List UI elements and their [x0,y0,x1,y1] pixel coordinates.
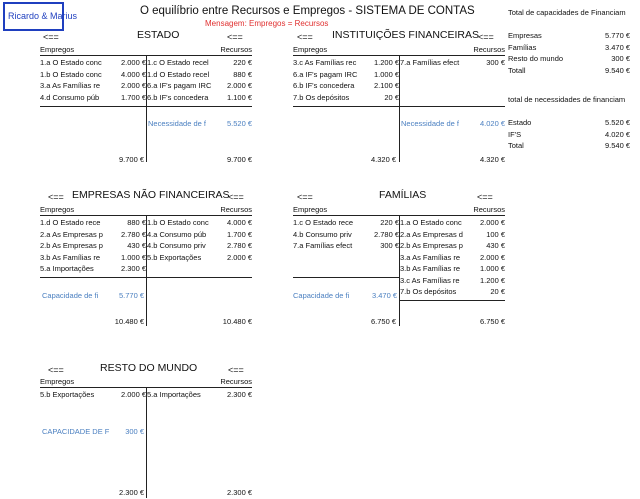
list-item: IF'S 4.020 € [508,129,630,139]
list-item: 6.a IF's pagam IRC 1.000 € [293,69,399,79]
rm-total-right: 2.300 € [226,488,252,497]
list-item: 4.d Consumo púb 1.700 € [40,92,146,102]
rm-saldo-label: CAPACIDADE DE F [42,427,110,436]
enf-recursos-list [147,217,252,263]
list-item: 2.a As Empresas d 100 € [400,229,505,239]
familias-saldo-label: Capacidade de fi [293,291,350,300]
familias-header [293,205,505,216]
list-item: 4.b Consumo priv 2.780 € [293,229,399,239]
familias-title: FAMÍLIAS [379,189,427,201]
recursos-header: Recursos [473,45,505,54]
list-item: Famílias 3.470 € [508,42,630,52]
arrow-left-icon: <== [227,32,243,42]
list-item: 7.b Os depósitos 20 € [400,287,505,296]
list-item: 6.b IF's concedera 2.100 € [293,81,399,90]
list-item: Resto do mundo 300 € [508,54,630,63]
recursos-header: Recursos [220,377,252,386]
list-item: 5.a Importações 2.300 € [147,390,252,399]
arrow-left-icon: <== [297,192,313,202]
familias-total-left: 6.750 € [370,317,396,326]
if-title: INSTITUIÇÕES FINANCEIRAS [332,29,480,41]
if-empregos-list [293,57,399,103]
rm-empregos-list [40,389,146,401]
list-item: 3.c As Famílias re 1.200 € [400,275,505,285]
arrow-left-icon: <== [48,365,64,375]
empregos-header: Empregos [40,377,75,386]
recursos-header: Recursos [220,45,252,54]
list-item: 1.b O Estado conc 4.000 € [147,218,252,227]
if-header [293,45,505,56]
familias-total-right: 6.750 € [479,317,505,326]
author-label: Ricardo & Marius [3,2,64,31]
list-item: 6.b IF's concedera 1.100 € [147,92,252,102]
arrow-left-icon: <== [477,192,493,202]
arrow-left-icon: <== [228,365,244,375]
estado-saldo-label: Necessidade de f [148,119,206,128]
arrow-left-icon: <== [297,32,313,42]
familias-saldo-value: 3.470 € [371,291,397,300]
list-item: 5.b Exportações 2.000 € [147,252,252,262]
list-item: 3.a As Famílias re 2.000 € [400,252,505,262]
list-item: 7.b Os depósitos 20 € [293,92,399,102]
list-item: 3.c As Famílias rec 1.200 € [293,58,399,67]
empregos-header: Empregos [40,45,75,54]
list-item: 6.a IF's pagam IRC 2.000 € [147,81,252,90]
if-total-left: 4.320 € [370,155,396,164]
list-item: 4.b Consumo priv 2.780 € [147,241,252,250]
enf-saldo-label: Capacidade de fi [42,291,99,300]
arrow-left-icon: <== [478,32,494,42]
list-item: 7.a Famílias efect 300 € [293,241,399,250]
list-item: 1.d O Estado rece 880 € [40,218,146,227]
list-item: 1.a O Estado conc 2.000 € [40,58,146,67]
list-item: 2.b As Empresas p 430 € [400,241,505,250]
estado-recursos-list [147,57,252,103]
arrow-left-icon: <== [43,32,59,42]
capacidades-title: Total de capacidades de Financiam [508,8,626,17]
list-item: 2.b As Empresas p 430 € [40,241,146,250]
enf-total-right: 10.480 € [222,317,252,326]
list-item: 1.d O Estado recel 880 € [147,69,252,79]
enf-total-left: 10.480 € [114,317,144,326]
list-item: 1.a O Estado conc 2.000 € [400,218,505,227]
enf-empregos-list [40,217,146,275]
list-item: 2.a As Empresas p 2.780 € [40,229,146,239]
arrow-left-icon: <== [228,192,244,202]
recursos-header: Recursos [220,205,252,214]
enf-header [40,205,252,216]
rm-total-left: 2.300 € [118,488,144,497]
list-item: Empresas 5.770 € [508,31,630,40]
list-item: Totall 9.540 € [508,65,630,75]
rm-saldo-value: 300 € [125,427,144,436]
list-item: 3.b As Famílias re 1.000 € [40,252,146,262]
necessidades-title: total de necessidades de financiam [508,95,626,104]
list-item: Estado 5.520 € [508,118,630,127]
list-item: 5.a Importações 2.300 € [40,264,146,273]
list-item: 1.c O Estado recel 220 € [147,58,252,67]
capacidades-list [508,30,630,76]
if-recursos-list [400,57,505,69]
if-saldo-value: 4.020 € [479,119,505,128]
if-total-right: 4.320 € [479,155,505,164]
estado-total-right: 9.700 € [226,155,252,164]
arrow-left-icon: <== [48,192,64,202]
estado-total-left: 9.700 € [118,155,144,164]
estado-title: ESTADO [137,29,180,41]
list-item: 5.b Exportações 2.000 € [40,390,146,399]
enf-saldo-value: 5.770 € [118,291,144,300]
familias-recursos-list [400,217,505,298]
estado-header [40,45,252,56]
estado-empregos-list [40,57,146,103]
empregos-header: Empregos [293,205,328,214]
recursos-header: Recursos [473,205,505,214]
empregos-header: Empregos [293,45,328,54]
rm-recursos-list [147,389,252,401]
balance-message: Mensagem: Empregos = Recursos [205,19,329,28]
necessidades-list [508,117,630,152]
list-item: 7.a Famílias efect 300 € [400,58,505,67]
rm-title: RESTO DO MUNDO [100,362,198,374]
list-item: Total 9.540 € [508,141,630,150]
page-title: O equilíbrio entre Recursos e Empregos - SISTEMA DE CONTAS [140,5,475,17]
if-saldo-label: Necessidade de f [401,119,459,128]
list-item: 4.a Consumo púb 1.700 € [147,229,252,239]
estado-saldo-value: 5.520 € [226,119,252,128]
list-item: 3.b As Famílias re 1.000 € [400,264,505,273]
empregos-header: Empregos [40,205,75,214]
list-item: 1.c O Estado rece 220 € [293,218,399,227]
list-item: 3.a As Famílias re 2.000 € [40,81,146,90]
list-item: 1.b O Estado conc 4.000 € [40,69,146,79]
enf-title: EMPRESAS NÃO FINANCEIRAS [72,189,230,201]
rm-header [40,377,252,388]
familias-empregos-list [293,217,399,252]
